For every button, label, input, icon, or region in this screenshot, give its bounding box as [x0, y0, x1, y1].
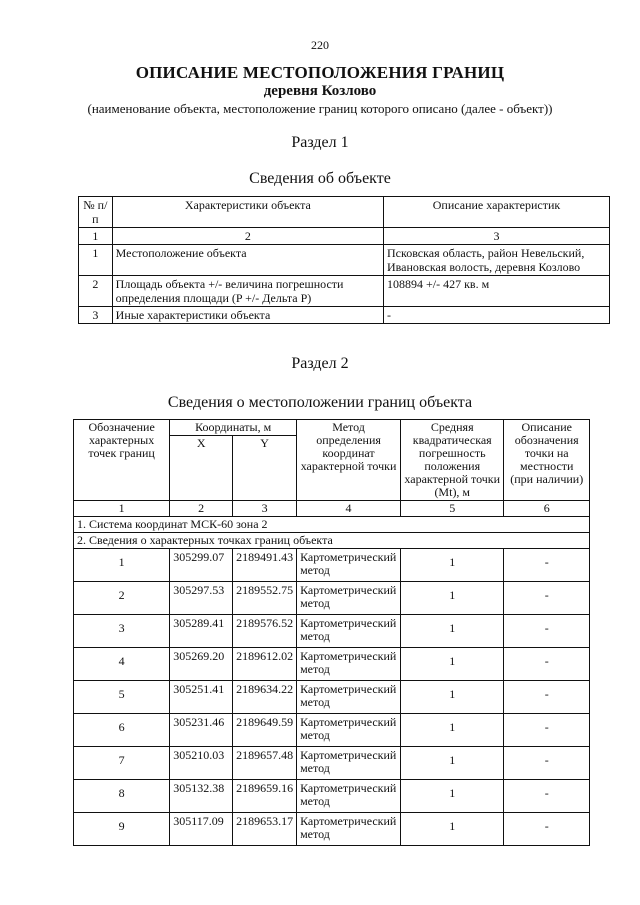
coord-y: 2189657.48 — [233, 747, 297, 780]
boundary-points-table — [73, 419, 590, 846]
row-number: 3 — [79, 307, 113, 324]
table-row — [74, 582, 590, 615]
header-x: X — [170, 436, 233, 501]
coord-y: 2189634.22 — [233, 681, 297, 714]
point-description: - — [504, 714, 590, 747]
row-description: 108894 +/- 427 кв. м — [384, 276, 610, 307]
coord-y: 2189649.59 — [233, 714, 297, 747]
point-description: - — [504, 747, 590, 780]
col-num: 3 — [384, 228, 610, 245]
col-num: 1 — [74, 501, 170, 517]
col-num: 4 — [297, 501, 401, 517]
coord-y: 2189491.43 — [233, 549, 297, 582]
header-points: Обозначение характерных точек границ — [74, 420, 170, 501]
coord-y: 2189612.02 — [233, 648, 297, 681]
point-number: 1 — [74, 549, 170, 582]
table-header-row — [74, 420, 590, 436]
table-row — [74, 615, 590, 648]
table-row — [74, 714, 590, 747]
row-characteristic: Местоположение объекта — [112, 245, 383, 276]
mean-error: 1 — [401, 681, 504, 714]
table-row — [79, 245, 610, 276]
table-row — [74, 780, 590, 813]
point-number: 6 — [74, 714, 170, 747]
table-row — [74, 549, 590, 582]
page-number: 220 — [311, 38, 329, 52]
table-row — [74, 813, 590, 846]
coord-y: 2189576.52 — [233, 615, 297, 648]
header-y: Y — [233, 436, 297, 501]
column-number-row — [74, 501, 590, 517]
col-num: 3 — [233, 501, 297, 517]
point-description: - — [504, 582, 590, 615]
mean-error: 1 — [401, 780, 504, 813]
header-method: Метод определения координат характерной точки — [297, 420, 401, 501]
table-header-row — [79, 197, 610, 228]
header-error: Средняя квадратическая погрешность положения характерной точки (Mt), м — [401, 420, 504, 501]
method: Картометрический метод — [297, 714, 401, 747]
column-number-row — [79, 228, 610, 245]
point-description: - — [504, 615, 590, 648]
method: Картометрический метод — [297, 549, 401, 582]
title-note: (наименование объекта, местоположение границ которого описано (далее - объект)) — [87, 101, 553, 116]
mean-error: 1 — [401, 648, 504, 681]
coord-y: 2189653.17 — [233, 813, 297, 846]
table-row — [74, 681, 590, 714]
point-number: 8 — [74, 780, 170, 813]
header-description: Описание обозначения точки на местности (при наличии) — [504, 420, 590, 501]
col-num: 2 — [170, 501, 233, 517]
mean-error: 1 — [401, 747, 504, 780]
coord-x: 305289.41 — [170, 615, 233, 648]
section-1-heading: Сведения об объекте — [249, 170, 391, 187]
coord-x: 305297.53 — [170, 582, 233, 615]
header-coordinates: Координаты, м — [170, 420, 297, 436]
method: Картометрический метод — [297, 648, 401, 681]
method: Картометрический метод — [297, 615, 401, 648]
coordinate-system-row — [74, 517, 590, 533]
mean-error: 1 — [401, 549, 504, 582]
point-number: 2 — [74, 582, 170, 615]
row-characteristic: Площадь объекта +/- величина погрешности определения площади (P +/- Дельта P) — [112, 276, 383, 307]
coordinate-system: 1. Система координат МСК-60 зона 2 — [74, 517, 590, 533]
coord-x: 305132.38 — [170, 780, 233, 813]
method: Картометрический метод — [297, 780, 401, 813]
point-description: - — [504, 813, 590, 846]
mean-error: 1 — [401, 582, 504, 615]
col-num: 5 — [401, 501, 504, 517]
object-info-table — [78, 196, 610, 324]
section-2-heading: Сведения о местоположении границ объекта — [167, 394, 473, 411]
mean-error: 1 — [401, 714, 504, 747]
table-row — [79, 307, 610, 324]
row-number: 2 — [79, 276, 113, 307]
coord-x: 305117.09 — [170, 813, 233, 846]
point-description: - — [504, 549, 590, 582]
point-number: 7 — [74, 747, 170, 780]
points-info: 2. Сведения о характерных точках границ объекта — [74, 533, 590, 549]
row-description: Псковская область, район Невельский, Ивановская волость, деревня Козлово — [384, 245, 610, 276]
table-row — [74, 648, 590, 681]
document-title: ОПИСАНИЕ МЕСТОПОЛОЖЕНИЯ ГРАНИЦ — [135, 63, 505, 82]
col-num: 6 — [504, 501, 590, 517]
document-subtitle: деревня Козлово — [263, 83, 377, 99]
header-characteristics: Характеристики объекта — [112, 197, 383, 228]
row-number: 1 — [79, 245, 113, 276]
point-description: - — [504, 780, 590, 813]
point-number: 9 — [74, 813, 170, 846]
point-number: 3 — [74, 615, 170, 648]
coord-y: 2189552.75 — [233, 582, 297, 615]
method: Картометрический метод — [297, 813, 401, 846]
coord-x: 305251.41 — [170, 681, 233, 714]
mean-error: 1 — [401, 615, 504, 648]
section-2-label: Раздел 2 — [291, 355, 349, 372]
coord-x: 305269.20 — [170, 648, 233, 681]
header-description: Описание характеристик — [384, 197, 610, 228]
coord-x: 305210.03 — [170, 747, 233, 780]
coord-x: 305231.46 — [170, 714, 233, 747]
coord-x: 305299.07 — [170, 549, 233, 582]
method: Картометрический метод — [297, 747, 401, 780]
table-row — [74, 747, 590, 780]
section-1-label: Раздел 1 — [291, 134, 349, 151]
point-number: 4 — [74, 648, 170, 681]
points-info-row — [74, 533, 590, 549]
col-num: 1 — [79, 228, 113, 245]
point-number: 5 — [74, 681, 170, 714]
col-num: 2 — [112, 228, 383, 245]
header-num: № п/п — [79, 197, 113, 228]
method: Картометрический метод — [297, 681, 401, 714]
point-description: - — [504, 681, 590, 714]
coord-y: 2189659.16 — [233, 780, 297, 813]
row-characteristic: Иные характеристики объекта — [112, 307, 383, 324]
row-description: - — [384, 307, 610, 324]
method: Картометрический метод — [297, 582, 401, 615]
table-row — [79, 276, 610, 307]
point-description: - — [504, 648, 590, 681]
mean-error: 1 — [401, 813, 504, 846]
